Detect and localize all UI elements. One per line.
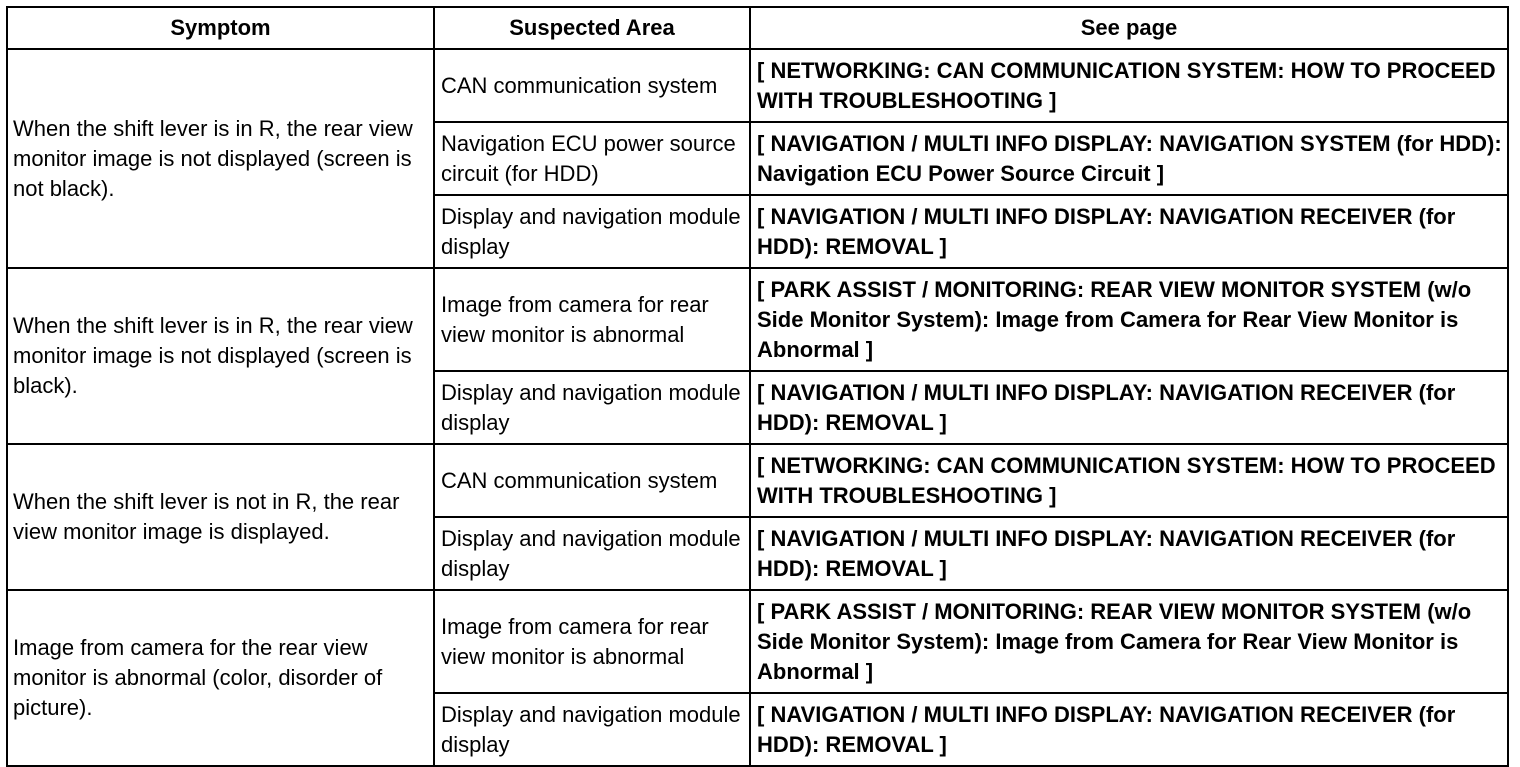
suspected-area-cell: Navigation ECU power source circuit (for HDD)	[434, 122, 750, 195]
see-page-reference: [ NAVIGATION / MULTI INFO DISPLAY: NAVIGATION RECEIVER (for HDD): REMOVAL ]	[750, 371, 1508, 444]
see-page-reference: [ PARK ASSIST / MONITORING: REAR VIEW MONITOR SYSTEM (w/o Side Monitor System): Image from Camera for Rear View Monitor is Abnormal ]	[750, 268, 1508, 371]
suspected-area-cell: Display and navigation module display	[434, 371, 750, 444]
see-page-reference: [ NETWORKING: CAN COMMUNICATION SYSTEM: HOW TO PROCEED WITH TROUBLESHOOTING ]	[750, 49, 1508, 122]
see-page-reference: [ NAVIGATION / MULTI INFO DISPLAY: NAVIGATION RECEIVER (for HDD): REMOVAL ]	[750, 693, 1508, 766]
suspected-area-cell: Image from camera for rear view monitor is abnormal	[434, 268, 750, 371]
suspected-area-cell: Image from camera for rear view monitor is abnormal	[434, 590, 750, 693]
see-page-reference: [ NAVIGATION / MULTI INFO DISPLAY: NAVIGATION SYSTEM (for HDD): Navigation ECU Power Source Circuit ]	[750, 122, 1508, 195]
see-page-reference: [ NETWORKING: CAN COMMUNICATION SYSTEM: HOW TO PROCEED WITH TROUBLESHOOTING ]	[750, 444, 1508, 517]
troubleshooting-table	[6, 6, 1509, 767]
symptom-cell: When the shift lever is not in R, the rear view monitor image is displayed.	[7, 444, 434, 590]
table-row	[7, 49, 1508, 122]
see-page-reference: [ NAVIGATION / MULTI INFO DISPLAY: NAVIGATION RECEIVER (for HDD): REMOVAL ]	[750, 195, 1508, 268]
symptom-cell: When the shift lever is in R, the rear view monitor image is not displayed (screen is not black).	[7, 49, 434, 268]
header-row	[7, 7, 1508, 49]
suspected-area-cell: Display and navigation module display	[434, 693, 750, 766]
suspected-area-cell: Display and navigation module display	[434, 195, 750, 268]
suspected-area-cell: CAN communication system	[434, 49, 750, 122]
suspected-area-cell: Display and navigation module display	[434, 517, 750, 590]
suspected-area-cell: CAN communication system	[434, 444, 750, 517]
header-symptom: Symptom	[7, 7, 434, 49]
table-row	[7, 590, 1508, 693]
header-see-page: See page	[750, 7, 1508, 49]
see-page-reference: [ NAVIGATION / MULTI INFO DISPLAY: NAVIGATION RECEIVER (for HDD): REMOVAL ]	[750, 517, 1508, 590]
symptom-cell: Image from camera for the rear view monitor is abnormal (color, disorder of picture).	[7, 590, 434, 766]
table-row	[7, 268, 1508, 371]
table-row	[7, 444, 1508, 517]
see-page-reference: [ PARK ASSIST / MONITORING: REAR VIEW MONITOR SYSTEM (w/o Side Monitor System): Image from Camera for Rear View Monitor is Abnormal ]	[750, 590, 1508, 693]
symptom-cell: When the shift lever is in R, the rear view monitor image is not displayed (screen is black).	[7, 268, 434, 444]
header-suspected-area: Suspected Area	[434, 7, 750, 49]
